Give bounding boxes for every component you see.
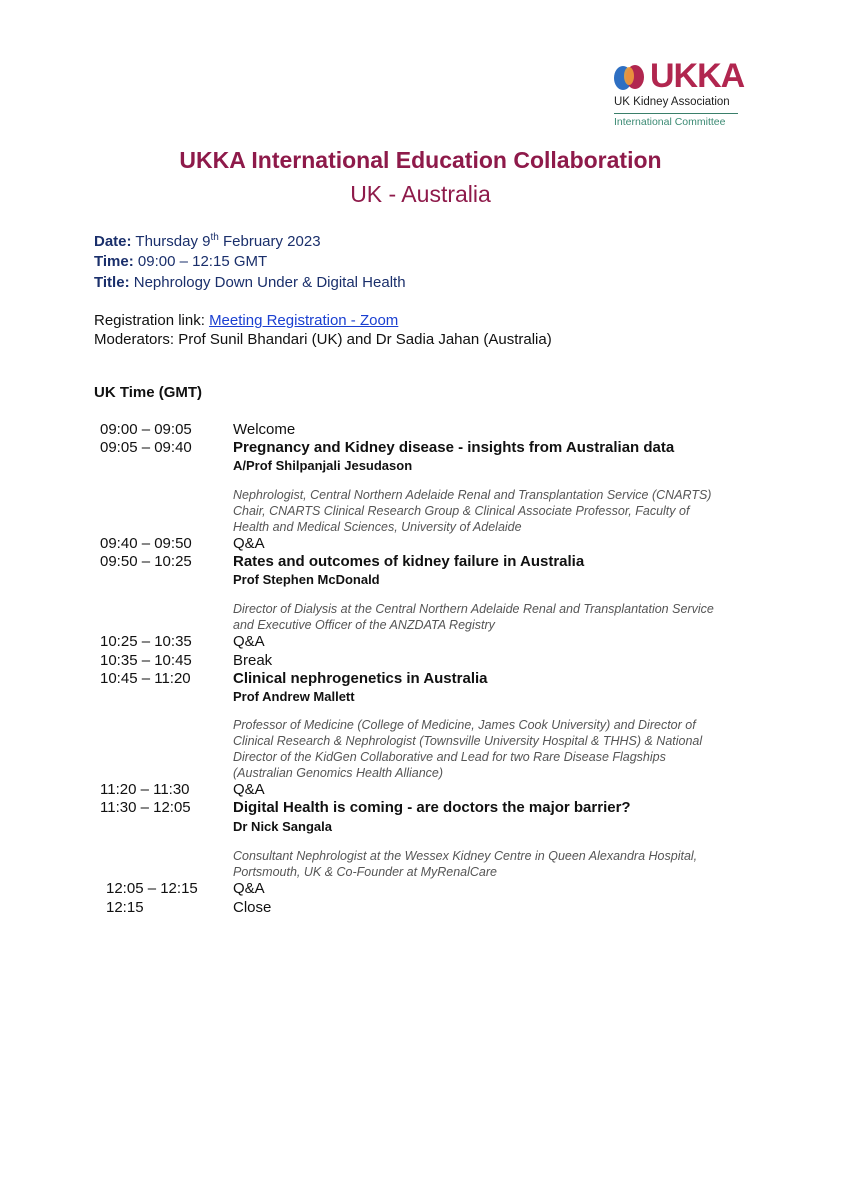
schedule-title: Rates and outcomes of kidney failure in Australia [233,553,585,570]
logo-committee: International Committee [614,116,726,128]
schedule-time: 10:25 – 10:35 [100,633,192,650]
schedule-title: Digital Health is coming - are doctors the major barrier? [233,799,631,816]
schedule-title: Close [233,899,272,916]
logo-wordmark: UKKA [650,57,745,95]
registration-link[interactable]: Meeting Registration - Zoom [209,312,399,329]
schedule-time: 10:45 – 11:20 [100,670,191,687]
schedule-title: Q&A [233,781,265,798]
schedule-time: 12:15 [106,899,144,916]
date-value-post: February 2023 [222,233,321,250]
date-line [94,232,321,250]
schedule-time: 11:20 – 11:30 [100,781,190,798]
title-label: Title: [94,274,130,291]
schedule-time: 12:05 – 12:15 [106,880,198,897]
schedule-time: 09:05 – 09:40 [100,439,192,456]
ukka-logo [612,58,752,130]
logo-divider [614,113,738,114]
title-line [94,274,406,291]
time-value: 09:00 – 12:15 GMT [137,253,268,270]
schedule-time: 09:50 – 10:25 [100,553,192,570]
bio-line: Director of the KidGen Collaborative and Lead for two Rare Disease Flagships [233,750,666,764]
schedule-time: 09:40 – 09:50 [100,535,192,552]
bio-line: Professor of Medicine (College of Medicine, James Cook University) and Director of [233,718,696,732]
schedule-heading: UK Time (GMT) [94,384,203,401]
schedule-time: 11:30 – 12:05 [100,799,191,816]
bio-line: Chair, CNARTS Clinical Research Group & Clinical Associate Professor, Faculty of [233,504,690,518]
kidney-logo-icon [612,62,646,92]
bio-line: Consultant Nephrologist at the Wessex Kidney Centre in Queen Alexandra Hospital, [233,849,698,863]
speaker-name: Prof Andrew Mallett [233,689,355,704]
page-title: UKKA International Education Collaboration [179,147,662,173]
schedule-time: 10:35 – 10:45 [100,652,192,669]
bio-line: Nephrologist, Central Northern Adelaide Renal and Transplantation Service (CNARTS) [233,488,712,502]
title-value: Nephrology Down Under & Digital Health [133,274,406,291]
speaker-bio [233,487,743,535]
schedule-title: Welcome [233,421,296,438]
date-sup: th [210,232,219,243]
time-line [94,253,267,270]
speaker-bio [233,848,743,880]
page-subtitle: UK - Australia [350,181,491,207]
schedule-title: Q&A [233,633,265,650]
schedule-title: Clinical nephrogenetics in Australia [233,670,488,687]
logo-org-name: UK Kidney Association [614,96,730,108]
registration-line [94,312,398,329]
bio-line: Health and Medical Sciences, University of Adelaide [233,520,522,534]
time-label: Time: [94,253,134,270]
registration-label: Registration link: [94,312,205,329]
date-label: Date: [94,233,132,250]
bio-line: Director of Dialysis at the Central Northern Adelaide Renal and Transplantation Service [233,602,714,616]
moderators-line: Moderators: Prof Sunil Bhandari (UK) and Dr Sadia Jahan (Australia) [94,331,552,348]
bio-line: Portsmouth, UK & Co-Founder at MyRenalCare [233,865,497,879]
speaker-name: A/Prof Shilpanjali Jesudason [233,458,413,473]
speaker-bio [233,601,743,633]
schedule-title: Pregnancy and Kidney disease - insights from Australian data [233,439,675,456]
bio-line: (Australian Genomics Health Alliance) [233,766,444,780]
schedule-time: 09:00 – 09:05 [100,421,192,438]
schedule-title: Break [233,652,273,669]
speaker-bio [233,717,743,781]
schedule-title: Q&A [233,535,265,552]
speaker-name: Prof Stephen McDonald [233,572,380,587]
speaker-name: Dr Nick Sangala [233,819,332,834]
date-value-pre: Thursday 9 [135,233,211,250]
bio-line: and Executive Officer of the ANZDATA Registry [233,618,495,632]
bio-line: Clinical Research & Nephrologist (Townsville University Hospital & THHS) & National [233,734,703,748]
schedule-title: Q&A [233,880,265,897]
